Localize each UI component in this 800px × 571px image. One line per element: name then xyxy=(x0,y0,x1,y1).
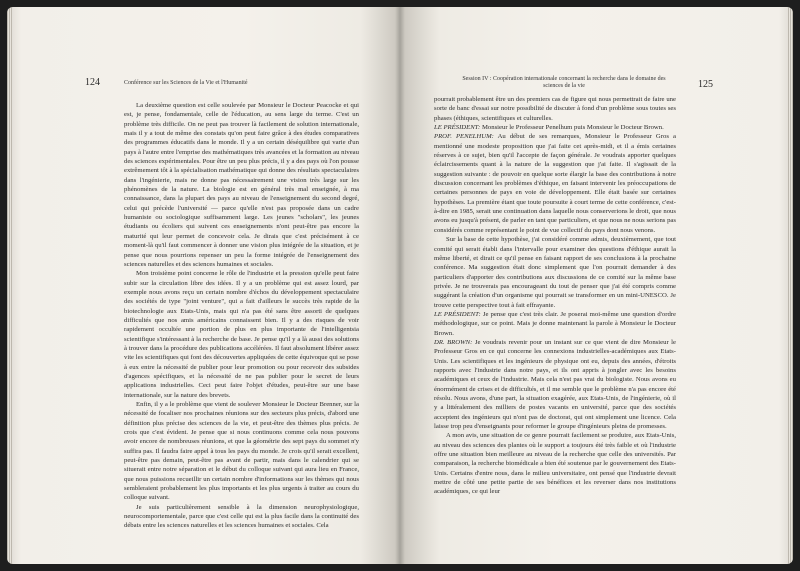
page-number-left: 124 xyxy=(85,77,100,88)
page-number-right: 125 xyxy=(698,79,713,90)
paragraph xyxy=(434,431,676,496)
speaker-label: LE PRÉSIDENT: xyxy=(434,310,481,318)
paragraph-text: A mon avis, une situation de ce genre pourrait facilement se produire, aux Etats-Unis, au niveau des sciences des plantes où le support a toujours été très faible et où l'industrie offre une situation bien meilleure au niveau de la recherche que celle des universités. Par comparaison, la recherche biomédicale a bien été soutenue par le gouvernement des Etats-Unis. Certains d'entre nous, dans le milieu universitaire, ont pensé que l'industrie devrait mettre de côté une petite partie de ses bénéfices et les reverser dans nos institutions académiques, ce qui leur xyxy=(434,432,676,496)
speaker-label: LE PRÉSIDENT: xyxy=(434,124,481,132)
running-head-left: Conférence sur les Sciences de la Vie et l'Humanité xyxy=(124,80,248,86)
left-text-column xyxy=(124,101,359,531)
page-edge-right xyxy=(788,7,793,564)
page-edge-left xyxy=(7,7,12,564)
open-book xyxy=(7,7,793,564)
paragraph xyxy=(434,95,676,123)
speaker-label: DR. BROWN: xyxy=(434,338,473,346)
paragraph: La deuxième question est celle soulevée par Monsieur le Docteur Peacocke et qui est, je pense, fondamentale, celle de l'éducation, au sens large du terme. C'est un problème très difficile. On ne peut pas trouver là facilement de solution internationale, mais il y a tout de même des constats qu'on peut faire grâce à des études comparatives des programmes éducatifs dans le monde. Il y a un certain déséquilibre qui varie d'un pays à l'autre entre l'emprise des mathématiques très avancées et la formation au niveau des sciences expérimentales. Pour être un peu plus précis, il y a des pays où l'on pousse extrêmement tôt à la spécialisation mathématique qui donne des résultats spectaculaires dans l'ingénierie, mais ne donne pas nécessairement une vision très large sur les phénomènes de la nature. La biologie est en général très mal enseignée, à ma connaissance, dans la plupart des pays au niveau de l'enseignement du second degré, celui qui précède l'université — parce qu'elle n'est pas proposée dans un cadre humaniste ou sociologique suffisamment large. Les jeunes "scholars", les jeunes étudiants ou écoliers qui suivent ces enseignements n'ont peut-être pas encore la maturité qui leur permet de concevoir cela. Je dirais que c'est précisément à ce moment-là qu'il faut commencer à donner une vision plus intégrée de la situation, et je pense que nous pourrions repenser un peu la forme intégrée de l'enseignement des sciences naturelles et des sciences humaines et sociales. xyxy=(124,102,359,268)
paragraph: Mon troisième point concerne le rôle de l'industrie et la pression qu'elle peut faire subir sur la circulation libre des idées. Il y a un problème qui est assez lourd, par exemple nous avons reçu un certain nombre d'échos du développement spectaculaire des sociétés de type "joint venture", qui a fait d'ailleurs le succès très rapide de la biotechnologie aux Etats-Unis, mais qui n'a pas été sans être assorti de quelques difficultés que nos amis américains connaissent bien. Il y a des risques de voir rapidement occultée une portion de plus en plus importante de l'intelligentsia scientifique s'intéressant à la recherche de base. Je pense qu'il y a là aussi des solutions à trouver dans la procédure des publications accélérées. Il faut absolument libérer assez vite les scientifiques qui font des découvertes appliquées de cette équivoque qui se pose à eux entre la nécessité de publier pour leur promotion ou pour recevoir des subsides d'agences spécifiques, et la nécessité de ne pas publier pour le secret de leurs applications industrielles. Ceci peut faire l'objet d'études, peut-être sur une base internationale, sur la nature des brevets. xyxy=(124,270,359,399)
paragraph xyxy=(434,235,676,310)
paragraph-text: Je pense que c'est très clair. Je poserai moi-même une question d'ordre méthodologique, sur ce point. Mais je donne maintenant la parole à Monsieur le Docteur Brown. xyxy=(434,310,676,337)
paragraph-text: Au début de ses remarques, Monsieur le Professeur Gros a mentionné une modeste proposition que j'ai faite cet après-midi, et il a émis certaines réserves à ce sujet, bien qu'il l'accepte de façon générale. Je voudrais apporter quelques éclaircissements quant à la nature de la suggestion que j'ai faite. Il s'agissait de la suggestion suivante : de pouvoir en quelque sorte élargir la base des contributions à notre discussion concernant les problèmes d'éthique, en faisant intervenir les préoccupations de certaines personnes de pays en voie de développement. Elle était basée sur certaines hypothèses. La première étant que toute poursuite à court terme de cette conférence, c'est-à-dire en 1985, serait une continuation dans laquelle nous conserverions le droit, que nous avons eu jusqu'à présent, de parler en tant que particuliers, et que nous ne nous serions pas considérés comme représentant le point de vue collectif du pays dont nous venons. xyxy=(434,133,676,234)
paragraph-text: Je voudrais revenir pour un instant sur ce que vient de dire Monsieur le Professeur Gros en ce qui concerne les connexions industrielles-académiques aux Etats-Unis. Les scientifiques et les ingénieurs de physique ont eu, depuis des années, d'étroits rapports avec l'industrie dans notre pays, et ils ont appris à jongler avec les besoins académiques et ceux de l'industrie. Mais cela n'est pas vrai du biologiste. Nous avons eu énormément de crises et de difficultés, et il me semble que le problème n'a pas encore été résolu. Nous avons, d'une part, la situation exagérée, aux Etats-Unis, de l'ingénierie, où il y a littéralement des milliers de postes vacants en université, parce que des sociétés acceptent des ingénieurs qui n'ont pas de doctorat, qui ont simplement une licence. Cela laisse trop peu d'enseignants pour reformer le groupe d'ingénieurs pleins de promesses. xyxy=(434,338,676,431)
book-gutter xyxy=(395,7,405,564)
paragraph-text: Sur la base de cette hypothèse, j'ai considéré comme admis, deuxièmement, que tout comité qui serait établi dans l'intervalle pour examiner des questions d'éthique aurait la même liberté, et dirait ce qu'il pense en faisant rapport de ses conclusions à la prochaine conférence. Ma suggestion était donc simplement que l'on pourrait demander à des particuliers d'apporter des contributions aux discussions de ce comité sur la même base privée. Je ne trouverais pas encourageant du tout de penser que j'ai été compris comme suggérant la création d'un organisme qui pourrait se transformer en un mini-UNESCO. Je trouve cette perspective tout à fait effrayante. xyxy=(434,236,676,309)
right-page xyxy=(400,7,793,564)
paragraph xyxy=(434,310,676,338)
paragraph xyxy=(434,132,676,235)
left-page xyxy=(7,7,400,564)
speaker-label: PROF. PENELHUM: xyxy=(434,133,494,141)
paragraph xyxy=(434,123,676,132)
paragraph xyxy=(434,338,676,431)
paragraph: Enfin, il y a le problème que vient de soulever Monsieur le Docteur Brenner, sur la nécessité de focaliser nos prochaines réunions sur des secteurs plus précis, d'abord une définition plus précise des sciences de la vie, et peut-être des thèmes plus précis. Je crois que c'est évident. Je pense que si nous continuons comme cela nous pouvons avoir encore de nombreuses réunions, et que la géométrie des sept pays du sommet n'y suffira pas. Il faudra faire appel à tous les pays du monde. Je crois qu'il serait excellent, peut-être pas demain, peut-être pas avant de partir, mais dans le calendrier qui se situerait entre notre séparation et le début du colloque suivant qui aura lieu en France, que nous puissions recueillir un certain nombre d'informations sur les thèmes qui nous sembleraient probablement les plus importants et les plus urgents à traiter au cours du colloque suivant. xyxy=(124,401,359,502)
right-text-column xyxy=(434,95,676,497)
running-head-right: Session IV : Coopération internationale concernant la recherche dans le domaine des sciences de la vie xyxy=(462,76,666,89)
paragraph-text: pourrait probablement être un des premiers cas de figure qui nous permettrait de faire une sorte de banc d'essai sur notre possibilité de discuter à fond d'un problème sous toutes ses phases (éthiques, scientifiques et culturelles. xyxy=(434,96,676,122)
paragraph-text: Monsieur le Professeur Penelhum puis Monsieur le Docteur Brown. xyxy=(480,124,664,132)
paragraph: Je suis particulièrement sensible à la dimension neurophysiologique, neurocomportementale, parce que c'est celle qui est la plus facile dans la continuité des débats entre les sciences naturelles et les sciences humaines et sociales. Cela xyxy=(124,503,359,530)
